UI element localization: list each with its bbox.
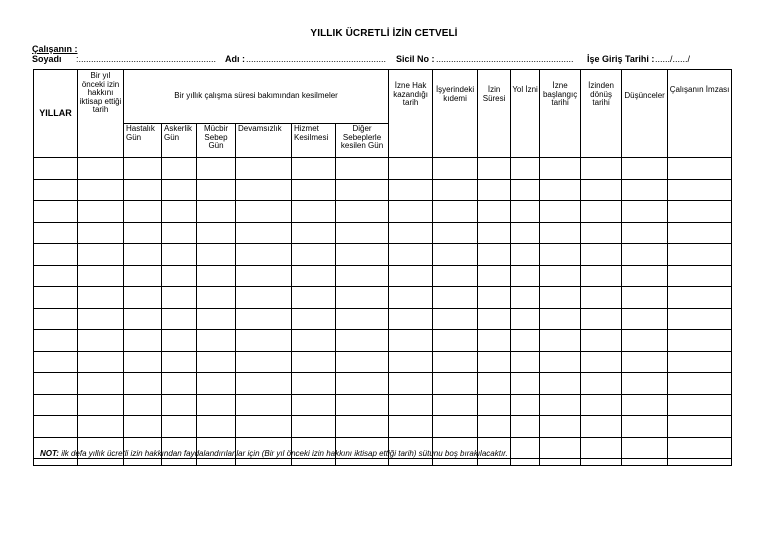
table-cell[interactable]	[622, 287, 668, 309]
table-cell[interactable]	[292, 308, 336, 330]
table-cell[interactable]	[292, 287, 336, 309]
table-cell[interactable]	[336, 394, 389, 416]
table-row	[34, 179, 732, 201]
table-cell[interactable]	[668, 437, 732, 459]
table-cell[interactable]	[336, 416, 389, 438]
table-row	[34, 416, 732, 438]
header-seniority: İşyerindeki kıdemi	[433, 70, 478, 158]
table-cell[interactable]	[581, 201, 622, 223]
table-cell[interactable]	[292, 373, 336, 395]
table-cell[interactable]	[478, 287, 511, 309]
table-cell[interactable]	[34, 222, 78, 244]
subheader-absence: Devamsızlık	[236, 124, 292, 158]
footnote-text: ilk defa yıllık ücretli izin hakkından faydalandırılanlar için (Bir yıl önceki izin hakkını iktisap ettiği tarih) sütunu boş bırakılacaktır.	[58, 449, 508, 458]
subheader-military: Askerlik Gün	[162, 124, 197, 158]
table-cell[interactable]	[540, 201, 581, 223]
table-cell[interactable]	[668, 265, 732, 287]
table-cell[interactable]	[478, 308, 511, 330]
sicil-field[interactable]: .......................................................	[436, 54, 574, 64]
table-cell[interactable]	[236, 244, 292, 266]
table-cell[interactable]	[511, 416, 540, 438]
surname-label: Soyadı	[32, 54, 62, 64]
table-cell[interactable]	[124, 308, 162, 330]
table-cell[interactable]	[34, 179, 78, 201]
table-cell[interactable]	[78, 373, 124, 395]
table-cell[interactable]	[197, 394, 236, 416]
table-cell[interactable]	[622, 394, 668, 416]
table-cell[interactable]	[236, 265, 292, 287]
table-cell[interactable]	[581, 351, 622, 373]
table-cell[interactable]	[622, 308, 668, 330]
table-cell[interactable]	[478, 330, 511, 352]
table-cell[interactable]	[540, 222, 581, 244]
table-cell	[197, 459, 236, 466]
table-cell[interactable]	[622, 201, 668, 223]
table-cell[interactable]	[197, 265, 236, 287]
table-cell[interactable]	[668, 330, 732, 352]
table-cell[interactable]	[478, 416, 511, 438]
table-cell[interactable]	[389, 179, 433, 201]
header-return-date: İzinden dönüş tarihi	[581, 70, 622, 158]
table-cell[interactable]	[478, 222, 511, 244]
table-cell[interactable]	[236, 222, 292, 244]
table-cell[interactable]	[433, 179, 478, 201]
table-cell[interactable]	[433, 330, 478, 352]
table-cell[interactable]	[540, 287, 581, 309]
table-cell[interactable]	[78, 330, 124, 352]
table-cell[interactable]	[478, 373, 511, 395]
table-cell[interactable]	[511, 287, 540, 309]
table-cell[interactable]	[34, 373, 78, 395]
table-cell[interactable]	[236, 201, 292, 223]
table-cell[interactable]	[511, 330, 540, 352]
table-cell[interactable]	[433, 308, 478, 330]
table-cell[interactable]	[668, 201, 732, 223]
header-entitled-date: İzne Hak kazandığı tarih	[389, 70, 433, 158]
table-cell[interactable]	[197, 201, 236, 223]
header-years: YILLAR	[34, 70, 78, 158]
subheader-service-break: Hizmet Kesilmesi	[292, 124, 336, 158]
table-cell	[622, 459, 668, 466]
table-cell[interactable]	[433, 373, 478, 395]
table-cell[interactable]	[162, 308, 197, 330]
table-cell[interactable]	[124, 158, 162, 180]
header-leave-start: İzne başlangıç tarihi	[540, 70, 581, 158]
table-cell[interactable]	[162, 373, 197, 395]
table-cell	[124, 459, 162, 466]
header-travel-leave: Yol İzni	[511, 70, 540, 158]
table-cell[interactable]	[162, 244, 197, 266]
table-cell[interactable]	[511, 308, 540, 330]
table-cell[interactable]	[540, 244, 581, 266]
table-cell[interactable]	[124, 179, 162, 201]
table-cell[interactable]	[478, 201, 511, 223]
table-cell[interactable]	[433, 158, 478, 180]
surname-field[interactable]: :.......................................................	[76, 54, 217, 64]
table-cell[interactable]	[389, 373, 433, 395]
table-row	[34, 351, 732, 373]
table-cell[interactable]	[478, 394, 511, 416]
table-cell[interactable]	[197, 416, 236, 438]
table-row	[34, 287, 732, 309]
table-cell[interactable]	[236, 330, 292, 352]
table-cell[interactable]	[581, 222, 622, 244]
table-cell[interactable]	[236, 416, 292, 438]
table-cell[interactable]	[581, 308, 622, 330]
footnote	[40, 449, 508, 458]
table-cell[interactable]	[336, 308, 389, 330]
table-cell[interactable]	[336, 330, 389, 352]
table-cell	[511, 459, 540, 466]
table-cell[interactable]	[78, 351, 124, 373]
table-cell[interactable]	[668, 244, 732, 266]
table-cell[interactable]	[511, 265, 540, 287]
table-cell[interactable]	[668, 222, 732, 244]
table-cell[interactable]	[433, 416, 478, 438]
table-cell[interactable]	[668, 373, 732, 395]
table-cell	[389, 459, 433, 466]
table-cell[interactable]	[78, 158, 124, 180]
table-cell[interactable]	[236, 308, 292, 330]
footnote-label: NOT:	[40, 449, 59, 458]
table-cell[interactable]	[433, 265, 478, 287]
header-deductions-group: Bir yıllık çalışma süresi bakımından kesilmeler	[124, 70, 389, 124]
table-cell[interactable]	[622, 373, 668, 395]
table-cell[interactable]	[336, 179, 389, 201]
table-cell[interactable]	[34, 351, 78, 373]
table-cell[interactable]	[540, 351, 581, 373]
table-cell[interactable]	[124, 287, 162, 309]
table-cell[interactable]	[581, 416, 622, 438]
table-row	[34, 394, 732, 416]
table-cell[interactable]	[292, 416, 336, 438]
table-cell[interactable]	[78, 287, 124, 309]
table-cell[interactable]	[540, 394, 581, 416]
leave-table	[33, 69, 732, 466]
table-cell	[581, 459, 622, 466]
table-cell[interactable]	[622, 244, 668, 266]
name-label: Adı :	[225, 54, 245, 64]
table-cell[interactable]	[197, 244, 236, 266]
table-cell[interactable]	[124, 416, 162, 438]
employee-info-line	[32, 54, 732, 66]
table-cell[interactable]	[124, 330, 162, 352]
table-cell[interactable]	[162, 158, 197, 180]
table-cell[interactable]	[540, 179, 581, 201]
table-cell	[336, 459, 389, 466]
table-cell[interactable]	[336, 222, 389, 244]
table-cell[interactable]	[34, 330, 78, 352]
table-cell	[292, 459, 336, 466]
table-cell[interactable]	[478, 351, 511, 373]
table-cell[interactable]	[292, 330, 336, 352]
table-cell[interactable]	[124, 373, 162, 395]
table-cell[interactable]	[581, 179, 622, 201]
table-cell[interactable]	[162, 351, 197, 373]
table-cell[interactable]	[292, 394, 336, 416]
table-cell[interactable]	[162, 265, 197, 287]
table-cell[interactable]	[478, 244, 511, 266]
table-cell	[433, 459, 478, 466]
table-cell[interactable]	[511, 373, 540, 395]
table-cell[interactable]	[78, 394, 124, 416]
table-cell[interactable]	[124, 244, 162, 266]
table-cell	[34, 459, 78, 466]
table-cell[interactable]	[581, 265, 622, 287]
table-cell[interactable]	[433, 201, 478, 223]
table-cell[interactable]	[336, 287, 389, 309]
table-cell[interactable]	[197, 287, 236, 309]
table-cell	[162, 459, 197, 466]
subheader-other: Diğer Sebeplerle kesilen Gün	[336, 124, 389, 158]
table-row	[34, 308, 732, 330]
table-row	[34, 330, 732, 352]
table-cell[interactable]	[162, 222, 197, 244]
table-cell[interactable]	[668, 287, 732, 309]
table-cell[interactable]	[236, 179, 292, 201]
table-cell	[78, 459, 124, 466]
table-cell[interactable]	[78, 222, 124, 244]
table-cell[interactable]	[622, 351, 668, 373]
table-cell[interactable]	[581, 373, 622, 395]
table-cell[interactable]	[124, 201, 162, 223]
table-row	[34, 158, 732, 180]
table-cell[interactable]	[433, 287, 478, 309]
table-cell[interactable]	[581, 244, 622, 266]
table-cell[interactable]	[622, 330, 668, 352]
table-cell[interactable]	[292, 201, 336, 223]
table-row	[34, 201, 732, 223]
table-cell[interactable]	[34, 394, 78, 416]
table-cell[interactable]	[433, 394, 478, 416]
table-cell[interactable]	[389, 416, 433, 438]
table-cell	[540, 459, 581, 466]
table-cell[interactable]	[292, 158, 336, 180]
employee-label: Çalışanın :	[32, 44, 78, 54]
hire-date-field[interactable]: ....../....../	[655, 54, 691, 64]
table-body	[34, 158, 732, 466]
table-cell[interactable]	[511, 201, 540, 223]
table-cell[interactable]	[162, 287, 197, 309]
table-cell	[668, 459, 732, 466]
table-cell[interactable]	[389, 287, 433, 309]
table-cell[interactable]	[34, 265, 78, 287]
table-cell[interactable]	[511, 158, 540, 180]
table-cell[interactable]	[511, 222, 540, 244]
table-cell[interactable]	[292, 222, 336, 244]
table-row	[34, 222, 732, 244]
table-cell[interactable]	[668, 351, 732, 373]
table-cell[interactable]	[336, 244, 389, 266]
table-cell[interactable]	[540, 308, 581, 330]
table-cell[interactable]	[236, 351, 292, 373]
table-cell[interactable]	[236, 373, 292, 395]
table-row	[34, 265, 732, 287]
table-cell[interactable]	[336, 158, 389, 180]
table-cell[interactable]	[389, 222, 433, 244]
table-cell[interactable]	[389, 330, 433, 352]
table-cell[interactable]	[34, 416, 78, 438]
table-cell[interactable]	[540, 158, 581, 180]
table-cell[interactable]	[622, 265, 668, 287]
table-cell[interactable]	[389, 308, 433, 330]
table-cell[interactable]	[668, 308, 732, 330]
header-signature: Çalışanın İmzası	[668, 70, 732, 158]
table-cell[interactable]	[34, 158, 78, 180]
table-cell[interactable]	[511, 394, 540, 416]
table-cell[interactable]	[78, 308, 124, 330]
table-cell[interactable]	[581, 287, 622, 309]
table-cell[interactable]	[668, 394, 732, 416]
table-cell[interactable]	[581, 394, 622, 416]
table-cell[interactable]	[478, 158, 511, 180]
table-cell[interactable]	[197, 330, 236, 352]
table-cell	[478, 459, 511, 466]
table-cell[interactable]	[478, 179, 511, 201]
table-cell[interactable]	[236, 287, 292, 309]
table-cell[interactable]	[197, 179, 236, 201]
table-cell[interactable]	[540, 416, 581, 438]
header-remarks: Düşünceler	[622, 70, 668, 158]
table-cell[interactable]	[197, 308, 236, 330]
table-cell[interactable]	[236, 158, 292, 180]
table-cell[interactable]	[78, 416, 124, 438]
table-cell[interactable]	[124, 222, 162, 244]
table-cell[interactable]	[622, 437, 668, 459]
table-cell[interactable]	[336, 373, 389, 395]
table-cell[interactable]	[78, 244, 124, 266]
table-cell[interactable]	[236, 394, 292, 416]
hire-date-label: İşe Giriş Tarihi :	[587, 54, 655, 64]
table-cell[interactable]	[34, 244, 78, 266]
table-cell[interactable]	[540, 265, 581, 287]
table-cell[interactable]	[389, 158, 433, 180]
table-cell[interactable]	[162, 201, 197, 223]
table-cell[interactable]	[581, 330, 622, 352]
table-cell[interactable]	[34, 201, 78, 223]
table-cell[interactable]	[511, 244, 540, 266]
table-cell[interactable]	[197, 351, 236, 373]
table-bottom-strip	[34, 459, 732, 466]
name-field[interactable]: ........................................................	[246, 54, 387, 64]
table-cell[interactable]	[622, 222, 668, 244]
subheader-sick: Hastalık Gün	[124, 124, 162, 158]
table-cell[interactable]	[34, 287, 78, 309]
table-cell[interactable]	[336, 265, 389, 287]
table-cell[interactable]	[581, 437, 622, 459]
table-cell	[236, 459, 292, 466]
table-cell[interactable]	[78, 179, 124, 201]
header-leave-duration: İzin Süresi	[478, 70, 511, 158]
table-cell[interactable]	[668, 179, 732, 201]
table-cell[interactable]	[197, 222, 236, 244]
table-cell[interactable]	[197, 158, 236, 180]
table-cell[interactable]	[124, 351, 162, 373]
table-cell[interactable]	[389, 265, 433, 287]
table-cell[interactable]	[433, 222, 478, 244]
table-cell[interactable]	[622, 416, 668, 438]
table-cell[interactable]	[389, 351, 433, 373]
table-cell[interactable]	[292, 351, 336, 373]
table-cell[interactable]	[511, 179, 540, 201]
header-prev-entitlement: Bir yıl önceki izin hakkını iktisap ettiği tarih	[78, 70, 124, 158]
table-cell[interactable]	[668, 158, 732, 180]
sicil-label: Sicil No :	[396, 54, 435, 64]
table-cell[interactable]	[124, 265, 162, 287]
table-cell[interactable]	[336, 351, 389, 373]
table-cell[interactable]	[389, 394, 433, 416]
table-cell[interactable]	[540, 330, 581, 352]
table-cell[interactable]	[622, 158, 668, 180]
table-cell[interactable]	[622, 179, 668, 201]
table-cell[interactable]	[162, 394, 197, 416]
table-cell[interactable]	[162, 416, 197, 438]
table-cell[interactable]	[124, 394, 162, 416]
table-cell[interactable]	[540, 437, 581, 459]
subheader-force-majeure: Mücbir Sebep Gün	[197, 124, 236, 158]
table-cell[interactable]	[433, 244, 478, 266]
table-cell[interactable]	[389, 201, 433, 223]
table-cell[interactable]	[581, 158, 622, 180]
table-cell[interactable]	[292, 244, 336, 266]
form-title: YILLIK ÜCRETLİ İZİN CETVELİ	[310, 28, 458, 39]
table-cell[interactable]	[389, 244, 433, 266]
table-cell[interactable]	[511, 437, 540, 459]
table-cell[interactable]	[540, 373, 581, 395]
table-cell[interactable]	[292, 179, 336, 201]
table-cell[interactable]	[78, 265, 124, 287]
table-cell[interactable]	[478, 265, 511, 287]
table-cell[interactable]	[433, 351, 478, 373]
table-cell[interactable]	[197, 373, 236, 395]
table-cell[interactable]	[162, 179, 197, 201]
table-cell[interactable]	[78, 201, 124, 223]
table-row	[34, 373, 732, 395]
table-cell[interactable]	[511, 351, 540, 373]
table-cell[interactable]	[292, 265, 336, 287]
table-cell[interactable]	[34, 308, 78, 330]
table-row	[34, 244, 732, 266]
table-cell[interactable]	[336, 201, 389, 223]
table-cell[interactable]	[162, 330, 197, 352]
table-cell[interactable]	[668, 416, 732, 438]
